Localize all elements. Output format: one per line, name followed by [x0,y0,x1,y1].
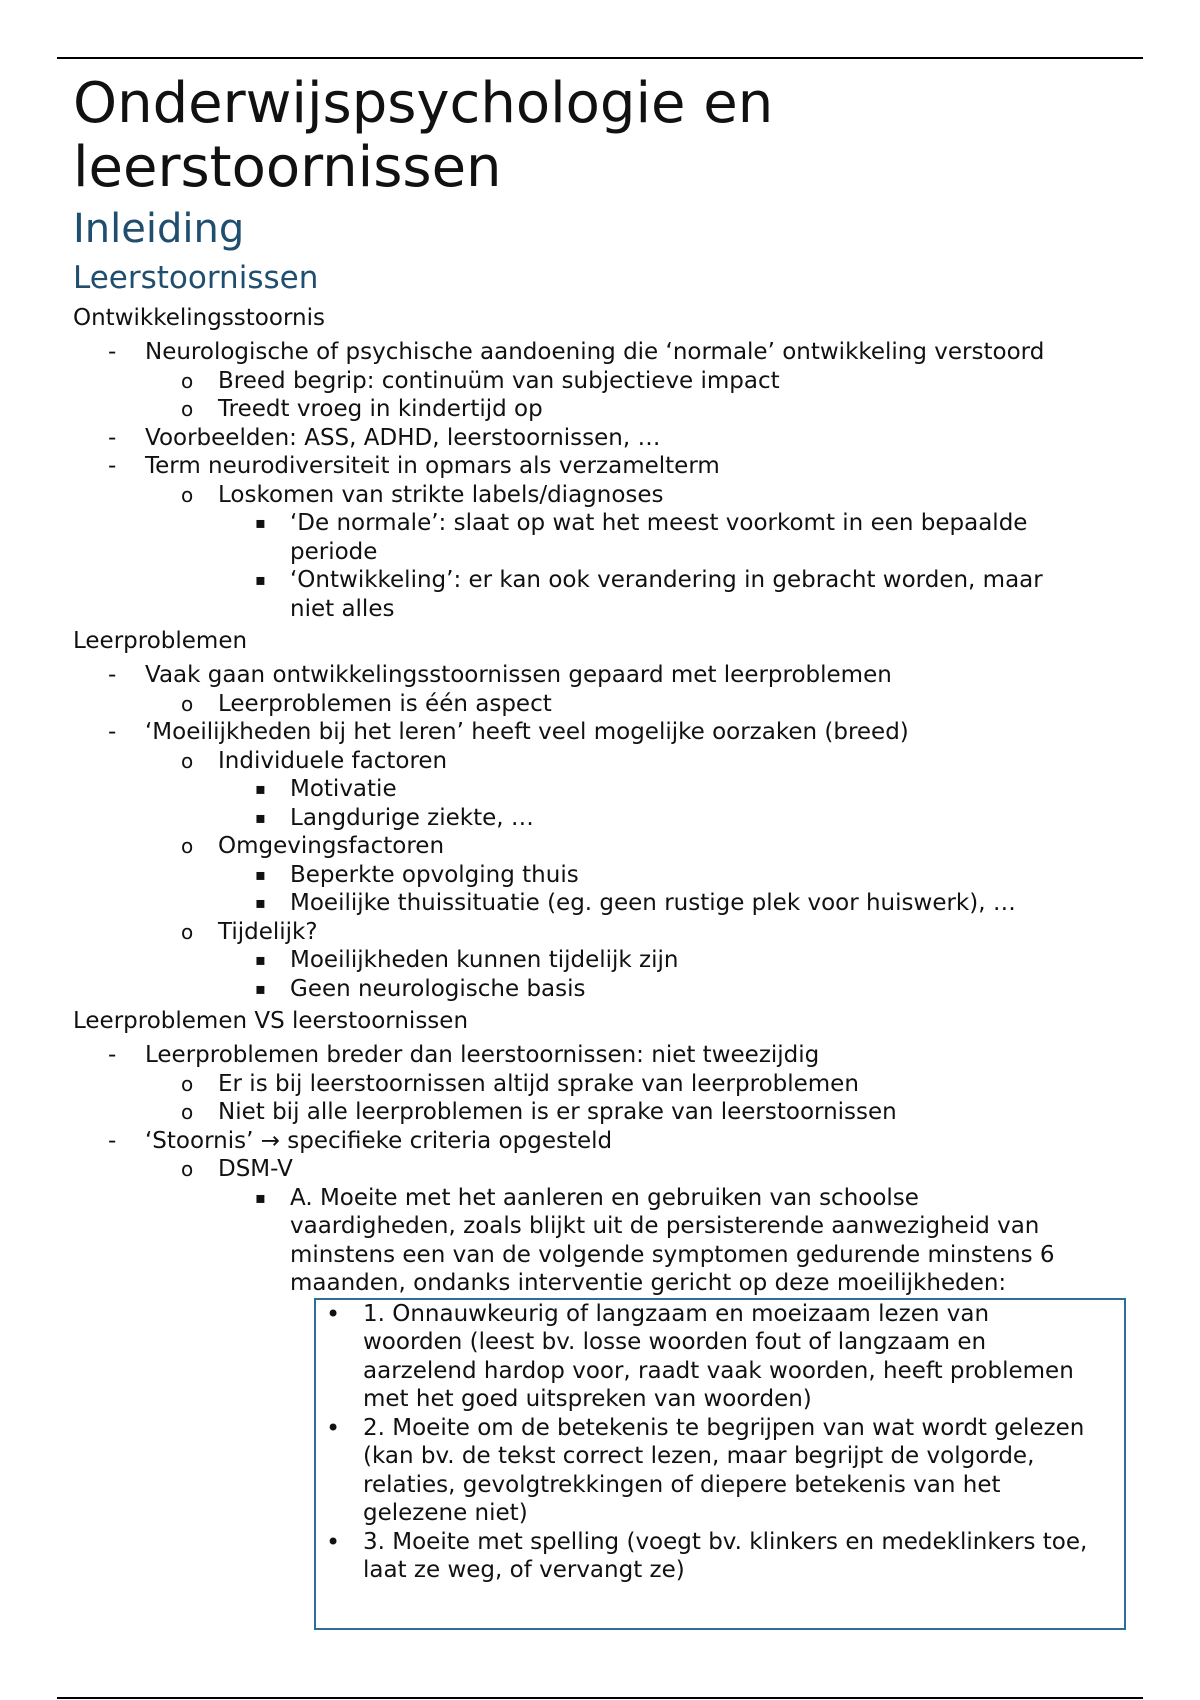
list-item [73,452,1143,481]
list-item [73,661,1143,690]
list-item [73,367,1143,396]
dsm-criteria-box [314,1298,1126,1630]
list-item-text: Loskomen van strikte labels/diagnoses [218,481,664,508]
list-item-text: Treedt vroeg in kindertijd op [218,396,543,422]
bullet-marker: - [108,424,117,451]
list-item-text: DSM-V [218,1156,293,1182]
list-item-text: 1. Onnauwkeurig of langzaam en moeizaam lezen van [363,1300,990,1327]
list-item [73,1155,1143,1184]
list-item-text: maanden, ondanks interventie gericht op deze moeilijkheden: [290,1270,1007,1296]
criteria-item [316,1385,1124,1414]
list-item-text: Moeilijkheden kunnen tijdelijk zijn [290,947,679,973]
list-item-text: ‘De normale’: slaat op wat het meest voorkomt in een bepaalde [290,510,1028,536]
criteria-item [316,1556,1124,1585]
section-heading: Leerproblemen [73,628,248,654]
list-item-text: vaardigheden, zoals blijkt uit de persisterende aanwezigheid van [290,1213,1040,1239]
list-item-text: Beperkte opvolging thuis [290,861,579,888]
bullet-marker: o [181,1100,194,1124]
list-item-text: aarzelend hardop voor, raadt vaak woorden, heeft problemen [363,1357,1074,1384]
bullet-marker: o [181,482,194,507]
list-item-text: met het goed uitspreken van woorden) [363,1386,812,1412]
list-item-text: Niet bij alle leerproblemen is er sprake van leerstoornissen [218,1099,897,1125]
list-item-text: periode [290,538,378,565]
list-item-text: Langdurige ziekte, … [290,804,534,831]
document-body [73,72,1143,1630]
bullet-marker: - [108,662,117,688]
bullet-marker: o [181,748,194,773]
list-item [73,566,1143,595]
heading-inleiding: Inleiding [73,206,245,252]
list-item-text: ‘Stoornis’ → specifieke criteria opgesteld [145,1127,613,1154]
list-item [73,1070,1143,1099]
bullet-marker: ▪ [255,779,266,798]
bullet-marker: ▪ [255,978,266,998]
list-item-text: Individuele factoren [218,747,448,774]
document-title: Onderwijspsychologie en leerstoornissen [73,71,774,200]
list-item [73,1241,1143,1270]
list-item-text: Vaak gaan ontwikkelingsstoornissen gepaard met leerproblemen [145,662,892,688]
bullet-marker: • [326,1413,341,1442]
bullet-marker: - [108,339,117,365]
bullet-marker: ▪ [255,1187,266,1207]
bullet-marker: o [181,1157,194,1181]
criteria-item [316,1499,1124,1528]
list-item-text: woorden (leest bv. losse woorden fout of langzaam en [363,1329,987,1355]
list-item-text: minstens een van de volgende symptomen gedurende minstens 6 [290,1241,1055,1268]
list-item [73,1269,1143,1298]
bullet-marker: o [181,1071,194,1096]
list-item [73,832,1143,861]
list-item-text: Er is bij leerstoornissen altijd sprake van leerproblemen [218,1070,859,1097]
list-item [73,1127,1143,1156]
list-item [73,775,1143,804]
list-item-text: ‘Ontwikkeling’: er kan ook verandering in gebracht worden, maar [290,567,1043,593]
criteria-item [316,1471,1124,1500]
bullet-marker: • [326,1527,341,1556]
bullet-marker: ▪ [255,807,266,827]
bullet-marker: - [108,1127,117,1154]
list-item-text: Omgevingsfactoren [218,833,445,859]
bullet-marker: • [326,1299,341,1328]
bullet-marker: ▪ [255,864,266,884]
list-item-text: Tijdelijk? [218,918,318,945]
bullet-marker: o [181,834,194,858]
list-item [73,338,1143,367]
list-item [73,1041,1143,1070]
bullet-marker: - [108,719,117,745]
list-item-text: relaties, gevolgtrekkingen of diepere betekenis van het [363,1471,1001,1498]
list-item-text: A. Moeite met het aanleren en gebruiken van schoolse [290,1184,919,1211]
bullet-marker: o [181,919,194,944]
list-item-text: Motivatie [290,776,397,802]
list-item-text: Geen neurologische basis [290,975,586,1002]
list-item [73,481,1143,510]
bullet-marker: ▪ [255,893,266,912]
top-rule [57,57,1143,59]
section-heading: Ontwikkelingsstoornis [73,305,325,331]
list-item-text: gelezene niet) [363,1500,528,1526]
list-item-text: Leerproblemen breder dan leerstoornissen: niet tweezijdig [145,1042,820,1068]
list-item [73,975,1143,1004]
list-item [73,747,1143,776]
list-item-text: ‘Moeilijkheden bij het leren’ heeft veel mogelijke oorzaken (breed) [145,719,909,745]
list-item [73,1212,1143,1241]
criteria-item [316,1357,1124,1386]
list-item [73,538,1143,567]
bullet-marker: o [181,691,194,716]
list-item-text: Leerproblemen is één aspect [218,690,552,717]
list-item [73,424,1143,453]
list-item-text: niet alles [290,595,395,622]
list-item [73,1184,1143,1213]
bottom-rule [57,1697,1143,1699]
bullet-marker: ▪ [255,513,266,532]
sections [73,304,1143,1298]
list-item [73,804,1143,833]
list-item [73,1098,1143,1127]
bullet-marker: - [108,1042,117,1068]
list-item-text: Breed begrip: continuüm van subjectieve impact [218,367,780,394]
list-item-text: (kan bv. de tekst correct lezen, maar begrijpt de volgorde, [363,1443,1035,1469]
criteria-item [316,1442,1124,1471]
bullet-marker: ▪ [255,950,266,969]
bullet-marker: o [181,368,194,393]
list-item [73,718,1143,747]
list-item-text: Neurologische of psychische aandoening die ‘normale’ ontwikkeling verstoord [145,339,1045,365]
list-item [73,946,1143,975]
bullet-marker: o [181,397,194,421]
section-heading: Leerproblemen VS leerstoornissen [73,1008,469,1034]
list-item [73,595,1143,624]
bullet-marker: ▪ [255,570,266,589]
heading-leerstoornissen: Leerstoornissen [73,260,319,296]
list-item-text: Term neurodiversiteit in opmars als verzamelterm [145,453,720,479]
list-item [73,861,1143,890]
list-item [73,690,1143,719]
list-item-text: Moeilijke thuissituatie (eg. geen rustige plek voor huiswerk), … [290,890,1016,916]
bullet-marker: - [108,453,117,479]
list-item [73,889,1143,918]
list-item-text: 2. Moeite om de betekenis te begrijpen van wat wordt gelezen [363,1414,1085,1441]
criteria-item [316,1300,1124,1329]
list-item-text: Voorbeelden: ASS, ADHD, leerstoornissen, … [145,424,661,451]
list-item [73,509,1143,538]
criteria-item [316,1328,1124,1357]
list-item-text: 3. Moeite met spelling (voegt bv. klinkers en medeklinkers toe, [363,1528,1088,1555]
list-item-text: laat ze weg, of vervangt ze) [363,1557,685,1583]
criteria-item [316,1414,1124,1443]
list-item [73,395,1143,424]
list-item [73,918,1143,947]
criteria-item [316,1528,1124,1557]
